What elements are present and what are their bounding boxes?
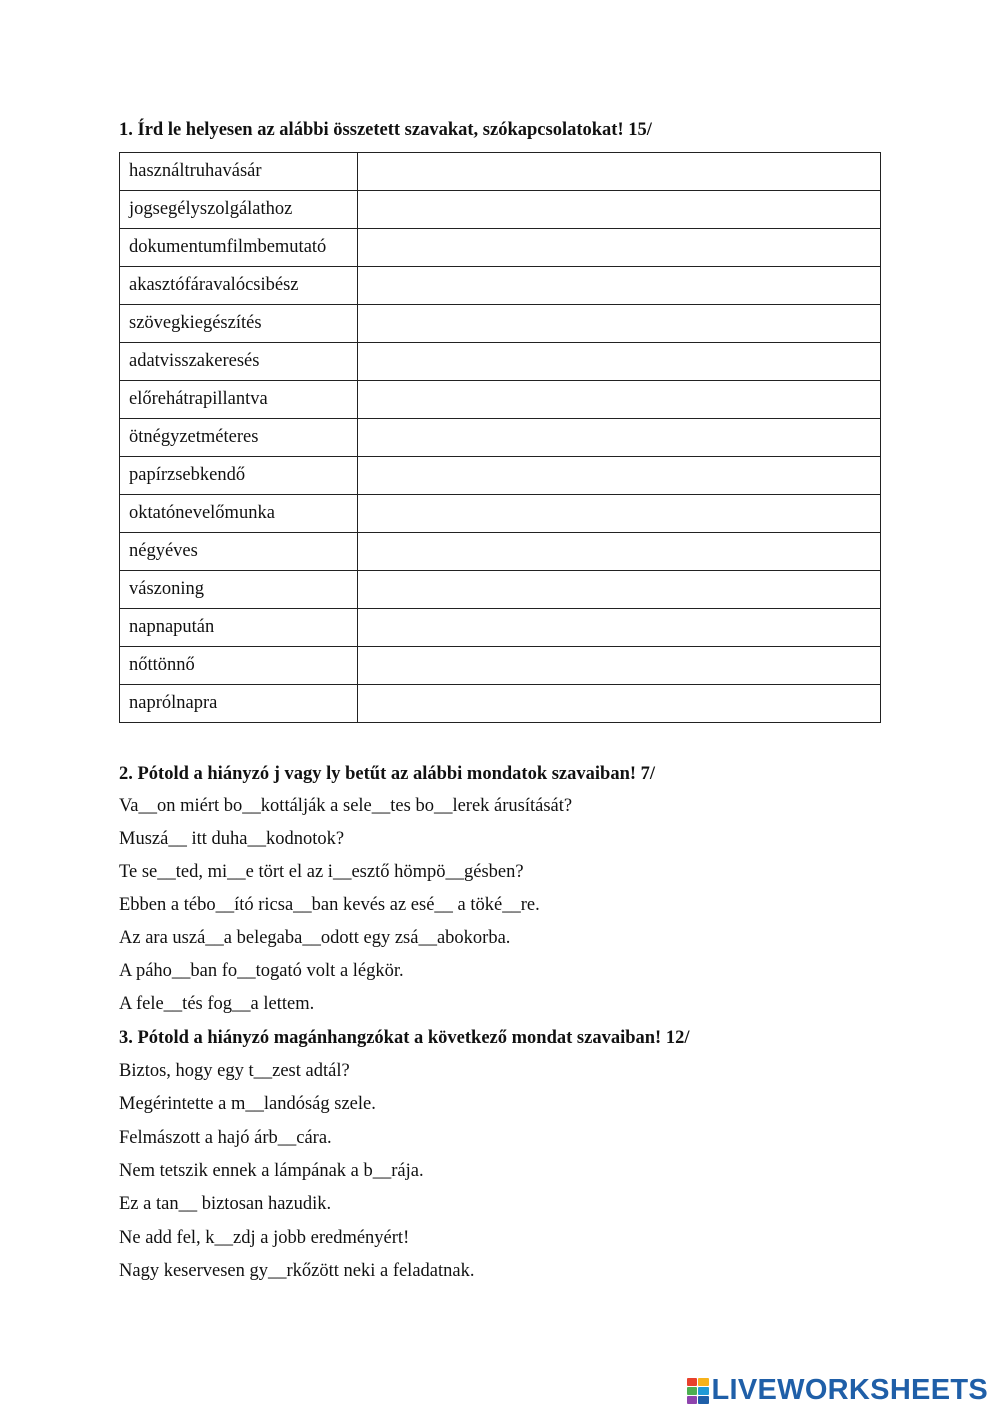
section3-heading: 3. Pótold a hiányzó magánhangzókat a következő mondat szavaiban! 12/	[119, 1028, 690, 1048]
logo-square	[698, 1387, 709, 1395]
sentence: Nagy keservesen gy__rkőzött neki a feladatnak.	[119, 1260, 475, 1281]
word-cell: adatvisszakeresés	[120, 343, 358, 381]
word-cell: nőttönnő	[120, 647, 358, 685]
sentence: Muszá__ itt duha__kodnotok?	[119, 829, 345, 849]
word-cell: előrehátrapillantva	[120, 381, 358, 419]
answer-input[interactable]	[358, 458, 880, 494]
answer-input[interactable]	[358, 192, 880, 228]
section2-heading: 2. Pótold a hiányzó j vagy ly betűt az alábbi mondatok szavaiban! 7/	[119, 764, 656, 784]
answer-cell[interactable]	[358, 533, 881, 571]
table-row	[120, 381, 881, 419]
table-row	[120, 419, 881, 457]
sentence: Va__on miért bo__kottálják a sele__tes bo__lerek árusítását?	[119, 796, 573, 816]
answer-cell[interactable]	[358, 419, 881, 457]
word-cell: szövegkiegészítés	[120, 305, 358, 343]
answer-input[interactable]	[358, 382, 880, 418]
answer-cell[interactable]	[358, 685, 881, 723]
sentence: Ez a tan__ biztosan hazudik.	[119, 1194, 332, 1215]
answer-input[interactable]	[358, 572, 880, 608]
answer-input[interactable]	[358, 610, 880, 646]
table-row	[120, 343, 881, 381]
sentence: Te se__ted, mi__e tört el az i__esztő hömpö__gésben?	[119, 862, 524, 882]
sentence: Ebben a tébo__ító ricsa__ban kevés az esé__ a töké__re.	[119, 895, 540, 915]
sentence: Az ara uszá__a belegaba__odott egy zsá__abokorba.	[119, 928, 511, 948]
sentence: Biztos, hogy egy t__zest adtál?	[119, 1061, 350, 1081]
answer-cell[interactable]	[358, 381, 881, 419]
answer-input[interactable]	[358, 154, 880, 190]
sentence: A páho__ban fo__togató volt a légkör.	[119, 961, 404, 981]
word-cell: vászoning	[120, 571, 358, 609]
answer-input[interactable]	[358, 686, 880, 722]
table-row	[120, 609, 881, 647]
word-cell: napnapután	[120, 609, 358, 647]
table-row	[120, 647, 881, 685]
answer-cell[interactable]	[358, 153, 881, 191]
word-cell: négyéves	[120, 533, 358, 571]
table-row	[120, 267, 881, 305]
table-row	[120, 685, 881, 723]
sentence: A fele__tés fog__a lettem.	[119, 994, 315, 1014]
sentence: Ne add fel, k__zdj a jobb eredményért!	[119, 1227, 410, 1248]
sentence: Nem tetszik ennek a lámpának a b__rája.	[119, 1160, 424, 1181]
answer-cell[interactable]	[358, 495, 881, 533]
word-cell: dokumentumfilmbemutató	[120, 229, 358, 267]
table-row	[120, 153, 881, 191]
table-row	[120, 305, 881, 343]
answer-input[interactable]	[358, 230, 880, 266]
word-cell: akasztófáravalócsibész	[120, 267, 358, 305]
word-cell: ötnégyzetméteres	[120, 419, 358, 457]
answer-cell[interactable]	[358, 191, 881, 229]
liveworksheets-logo	[687, 1374, 989, 1407]
table-row	[120, 229, 881, 267]
answer-input[interactable]	[358, 344, 880, 380]
answer-input[interactable]	[358, 496, 880, 532]
word-cell: használtruhavásár	[120, 153, 358, 191]
sentence: Felmászott a hajó árb__cára.	[119, 1127, 332, 1148]
answer-cell[interactable]	[358, 343, 881, 381]
table-row	[120, 495, 881, 533]
answer-input[interactable]	[358, 306, 880, 342]
answer-input[interactable]	[358, 420, 880, 456]
table-row	[120, 191, 881, 229]
word-cell: oktatónevelőmunka	[120, 495, 358, 533]
answer-cell[interactable]	[358, 267, 881, 305]
logo-square	[698, 1396, 709, 1404]
answer-cell[interactable]	[358, 305, 881, 343]
word-cell: jogsegélyszolgálathoz	[120, 191, 358, 229]
answer-cell[interactable]	[358, 229, 881, 267]
logo-square	[687, 1387, 698, 1395]
logo-square	[687, 1396, 698, 1404]
answer-input[interactable]	[358, 268, 880, 304]
answer-cell[interactable]	[358, 457, 881, 495]
answer-input[interactable]	[358, 534, 880, 570]
table-row	[120, 457, 881, 495]
sentence: Megérintette a m__landóság szele.	[119, 1094, 376, 1115]
section1-heading: 1. Írd le helyesen az alábbi összetett szavakat, szókapcsolatokat! 15/	[119, 120, 652, 140]
table-row	[120, 571, 881, 609]
liveworksheets-logo-icon	[687, 1378, 709, 1404]
answer-input[interactable]	[358, 648, 880, 684]
liveworksheets-logo-text: LIVEWORKSHEETS	[711, 1374, 988, 1406]
word-cell: papírzsebkendő	[120, 457, 358, 495]
logo-square	[698, 1378, 709, 1386]
compound-words-table	[119, 152, 881, 723]
answer-cell[interactable]	[358, 647, 881, 685]
logo-square	[687, 1378, 698, 1386]
answer-cell[interactable]	[358, 609, 881, 647]
word-cell: naprólnapra	[120, 685, 358, 723]
answer-cell[interactable]	[358, 571, 881, 609]
table-row	[120, 533, 881, 571]
